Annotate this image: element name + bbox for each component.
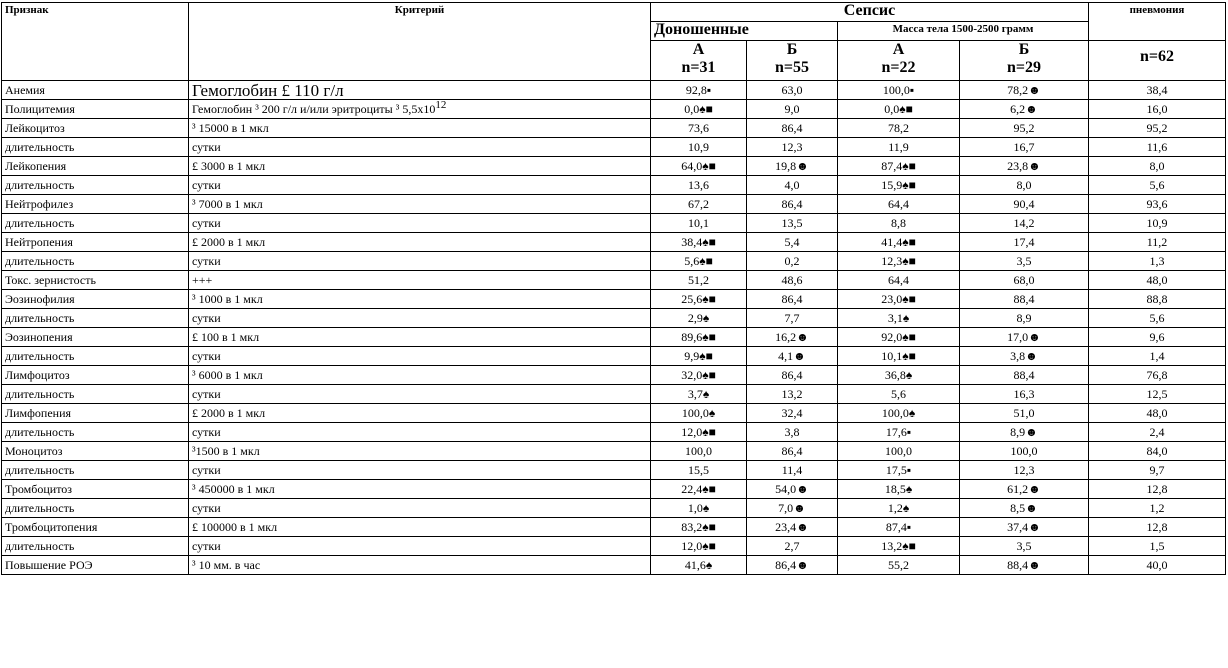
row-name: Нейтрофилез: [2, 195, 189, 214]
row-criterion: [189, 309, 651, 328]
value-cell: 92,8▪: [651, 81, 747, 100]
table-row: [2, 233, 1226, 252]
value-cell: 6,2☻: [960, 100, 1089, 119]
value-cell: 88,4: [960, 366, 1089, 385]
row-criterion: [189, 537, 651, 556]
value-cell: 32,4: [747, 404, 838, 423]
value-cell: 87,4♠■: [838, 157, 960, 176]
value-cell: 90,4: [960, 195, 1089, 214]
value-cell: 2,4: [1089, 423, 1226, 442]
criterion-text: £ 3000 в 1 мкл: [192, 158, 266, 173]
value-cell: 93,6: [1089, 195, 1226, 214]
header-priznak: Признак: [2, 3, 189, 81]
row-criterion: [189, 556, 651, 575]
value-cell: 19,8☻: [747, 157, 838, 176]
group-letter: А: [692, 41, 705, 58]
value-cell: 89,6♠■: [651, 328, 747, 347]
value-cell: 48,0: [1089, 404, 1226, 423]
value-cell: 8,8: [838, 214, 960, 233]
criterion-text: сутки: [192, 348, 221, 363]
value-cell: 100,0: [651, 442, 747, 461]
value-cell: 13,6: [651, 176, 747, 195]
value-cell: 10,9: [1089, 214, 1226, 233]
row-name: длительность: [2, 499, 189, 518]
value-cell: 86,4: [747, 366, 838, 385]
value-cell: 17,4: [960, 233, 1089, 252]
table-row: [2, 347, 1226, 366]
criterion-text: £ 100000 в 1 мкл: [192, 519, 278, 534]
value-cell: 88,4: [960, 290, 1089, 309]
row-name: длительность: [2, 309, 189, 328]
table-row: [2, 366, 1226, 385]
row-criterion: [189, 518, 651, 537]
value-cell: 25,6♠■: [651, 290, 747, 309]
value-cell: 100,0: [838, 442, 960, 461]
criterion-text: ³ 7000 в 1 мкл: [192, 196, 263, 211]
table-row: [2, 157, 1226, 176]
row-name: Полицитемия: [2, 100, 189, 119]
row-criterion: [189, 157, 651, 176]
row-criterion: [189, 442, 651, 461]
value-cell: 23,4☻: [747, 518, 838, 537]
criterion-text: £ 2000 в 1 мкл: [192, 234, 266, 249]
data-table: [1, 2, 1226, 575]
value-cell: 11,4: [747, 461, 838, 480]
value-cell: 12,3: [960, 461, 1089, 480]
table-row: [2, 328, 1226, 347]
value-cell: 78,2☻: [960, 81, 1089, 100]
value-cell: 12,8: [1089, 518, 1226, 537]
value-cell: 95,2: [960, 119, 1089, 138]
value-cell: 3,8☻: [960, 347, 1089, 366]
value-cell: 38,4: [1089, 81, 1226, 100]
criterion-superscript: 12: [435, 99, 447, 111]
value-cell: 78,2: [838, 119, 960, 138]
criterion-text: сутки: [192, 177, 221, 192]
value-cell: 73,6: [651, 119, 747, 138]
value-cell: 17,5▪: [838, 461, 960, 480]
criterion-text: +++: [192, 272, 213, 287]
header-group: [651, 41, 747, 81]
table-body: [2, 81, 1226, 575]
value-cell: 13,2: [747, 385, 838, 404]
criterion-text: ³1500 в 1 мкл: [192, 443, 260, 458]
value-cell: 10,9: [651, 138, 747, 157]
table-row: [2, 119, 1226, 138]
value-cell: 12,3♠■: [838, 252, 960, 271]
value-cell: 67,2: [651, 195, 747, 214]
value-cell: 11,2: [1089, 233, 1226, 252]
value-cell: 16,3: [960, 385, 1089, 404]
value-cell: 3,1♠: [838, 309, 960, 328]
value-cell: 4,0: [747, 176, 838, 195]
value-cell: 7,0☻: [747, 499, 838, 518]
value-cell: 1,3: [1089, 252, 1226, 271]
value-cell: 1,5: [1089, 537, 1226, 556]
value-cell: 8,9: [960, 309, 1089, 328]
value-cell: 9,7: [1089, 461, 1226, 480]
value-cell: 5,6♠■: [651, 252, 747, 271]
group-n: n=29: [1006, 59, 1041, 76]
value-cell: 12,0♠■: [651, 537, 747, 556]
row-criterion: [189, 195, 651, 214]
value-cell: 86,4: [747, 195, 838, 214]
value-cell: 100,0▪: [838, 81, 960, 100]
header-group: [960, 41, 1089, 81]
row-name: Тромбоцитоз: [2, 480, 189, 499]
value-cell: 12,8: [1089, 480, 1226, 499]
table-row: [2, 309, 1226, 328]
value-cell: 10,1♠■: [838, 347, 960, 366]
row-criterion: [189, 100, 651, 119]
table-row: [2, 252, 1226, 271]
value-cell: 86,4: [747, 290, 838, 309]
row-name: длительность: [2, 214, 189, 233]
value-cell: 51,2: [651, 271, 747, 290]
value-cell: 48,0: [1089, 271, 1226, 290]
table-row: [2, 385, 1226, 404]
value-cell: 63,0: [747, 81, 838, 100]
value-cell: 9,0: [747, 100, 838, 119]
value-cell: 17,0☻: [960, 328, 1089, 347]
row-name: Моноцитоз: [2, 442, 189, 461]
value-cell: 86,4☻: [747, 556, 838, 575]
value-cell: 12,0♠■: [651, 423, 747, 442]
value-cell: 51,0: [960, 404, 1089, 423]
row-name: Нейтропения: [2, 233, 189, 252]
row-criterion: [189, 347, 651, 366]
value-cell: 84,0: [1089, 442, 1226, 461]
value-cell: 14,2: [960, 214, 1089, 233]
value-cell: 5,4: [747, 233, 838, 252]
header-pneumonia: пневмония: [1089, 3, 1226, 41]
table-row: [2, 176, 1226, 195]
value-cell: 22,4♠■: [651, 480, 747, 499]
criterion-text: ³ 450000 в 1 мкл: [192, 481, 275, 496]
table-row: [2, 518, 1226, 537]
value-cell: 15,9♠■: [838, 176, 960, 195]
table-row: [2, 138, 1226, 157]
row-name: Тромбоцитопения: [2, 518, 189, 537]
value-cell: 100,0: [960, 442, 1089, 461]
header-n62: n=62: [1089, 41, 1226, 81]
row-name: Лимфоцитоз: [2, 366, 189, 385]
criterion-text: сутки: [192, 424, 221, 439]
row-criterion: [189, 461, 651, 480]
row-name: длительность: [2, 176, 189, 195]
group-n: n=22: [881, 59, 916, 76]
group-letter: А: [892, 41, 905, 58]
value-cell: 55,2: [838, 556, 960, 575]
value-cell: 41,4♠■: [838, 233, 960, 252]
value-cell: 9,6: [1089, 328, 1226, 347]
criterion-text: ³ 1000 в 1 мкл: [192, 291, 263, 306]
criterion-text: сутки: [192, 139, 221, 154]
row-criterion: [189, 480, 651, 499]
value-cell: 16,7: [960, 138, 1089, 157]
table-row: [2, 404, 1226, 423]
value-cell: 11,6: [1089, 138, 1226, 157]
row-criterion: [189, 366, 651, 385]
value-cell: 68,0: [960, 271, 1089, 290]
table-row: [2, 290, 1226, 309]
row-name: Лимфопения: [2, 404, 189, 423]
row-criterion: [189, 176, 651, 195]
row-name: длительность: [2, 252, 189, 271]
value-cell: 1,2: [1089, 499, 1226, 518]
row-name: Токс. зернистость: [2, 271, 189, 290]
criterion-text: сутки: [192, 215, 221, 230]
row-name: Лейкоцитоз: [2, 119, 189, 138]
table-row: [2, 81, 1226, 100]
row-name: Повышение РОЭ: [2, 556, 189, 575]
row-name: длительность: [2, 537, 189, 556]
value-cell: 86,4: [747, 442, 838, 461]
header-sepsis: Сепсис: [651, 3, 1089, 22]
value-cell: 18,5♠: [838, 480, 960, 499]
criterion-text: £ 2000 в 1 мкл: [192, 405, 266, 420]
value-cell: 7,7: [747, 309, 838, 328]
table-row: [2, 480, 1226, 499]
value-cell: 92,0♠■: [838, 328, 960, 347]
value-cell: 15,5: [651, 461, 747, 480]
value-cell: 8,0: [1089, 157, 1226, 176]
value-cell: 3,5: [960, 252, 1089, 271]
value-cell: 100,0♠: [651, 404, 747, 423]
row-criterion: [189, 423, 651, 442]
value-cell: 95,2: [1089, 119, 1226, 138]
value-cell: 38,4♠■: [651, 233, 747, 252]
header-kriteriy: Критерий: [189, 3, 651, 81]
row-name: Лейкопения: [2, 157, 189, 176]
group-n: n=31: [681, 59, 716, 76]
row-name: длительность: [2, 385, 189, 404]
value-cell: 10,1: [651, 214, 747, 233]
value-cell: 40,0: [1089, 556, 1226, 575]
value-cell: 1,0♠: [651, 499, 747, 518]
value-cell: 88,8: [1089, 290, 1226, 309]
row-name: длительность: [2, 423, 189, 442]
criterion-text: сутки: [192, 310, 221, 325]
row-criterion: [189, 138, 651, 157]
value-cell: 48,6: [747, 271, 838, 290]
table-row: [2, 100, 1226, 119]
value-cell: 41,6♠: [651, 556, 747, 575]
value-cell: 2,7: [747, 537, 838, 556]
value-cell: 5,6: [838, 385, 960, 404]
value-cell: 54,0☻: [747, 480, 838, 499]
value-cell: 83,2♠■: [651, 518, 747, 537]
table-row: [2, 195, 1226, 214]
row-criterion: [189, 271, 651, 290]
group-letter: Б: [1018, 41, 1030, 58]
value-cell: 5,6: [1089, 176, 1226, 195]
header-group: [747, 41, 838, 81]
value-cell: 8,5☻: [960, 499, 1089, 518]
value-cell: 9,9♠■: [651, 347, 747, 366]
row-name: длительность: [2, 138, 189, 157]
value-cell: 12,3: [747, 138, 838, 157]
criterion-text: Гемоглобин ³ 200 г/л и/или эритроциты ³ 5,5х10: [192, 101, 436, 116]
value-cell: 37,4☻: [960, 518, 1089, 537]
row-criterion: [189, 404, 651, 423]
value-cell: 3,5: [960, 537, 1089, 556]
value-cell: 88,4☻: [960, 556, 1089, 575]
value-cell: 16,0: [1089, 100, 1226, 119]
row-criterion: [189, 119, 651, 138]
table-row: [2, 214, 1226, 233]
row-name: Анемия: [2, 81, 189, 100]
row-criterion: [189, 499, 651, 518]
criterion-text: сутки: [192, 500, 221, 515]
criterion-text: ³ 6000 в 1 мкл: [192, 367, 263, 382]
value-cell: 3,8: [747, 423, 838, 442]
value-cell: 87,4▪: [838, 518, 960, 537]
value-cell: 100,0♠: [838, 404, 960, 423]
value-cell: 64,4: [838, 271, 960, 290]
criterion-text: Гемоглобин £ 110 г/л: [192, 80, 344, 100]
table-row: [2, 271, 1226, 290]
criterion-text: сутки: [192, 386, 221, 401]
criterion-text: сутки: [192, 462, 221, 477]
group-n: n=55: [774, 59, 809, 76]
value-cell: 17,6▪: [838, 423, 960, 442]
value-cell: 13,2♠■: [838, 537, 960, 556]
table-row: [2, 423, 1226, 442]
value-cell: 5,6: [1089, 309, 1226, 328]
value-cell: 13,5: [747, 214, 838, 233]
row-name: длительность: [2, 347, 189, 366]
value-cell: 32,0♠■: [651, 366, 747, 385]
value-cell: 36,8♠: [838, 366, 960, 385]
value-cell: 61,2☻: [960, 480, 1089, 499]
value-cell: 64,4: [838, 195, 960, 214]
value-cell: 1,4: [1089, 347, 1226, 366]
criterion-text: сутки: [192, 253, 221, 268]
table-row: [2, 442, 1226, 461]
value-cell: 8,0: [960, 176, 1089, 195]
value-cell: 8,9☻: [960, 423, 1089, 442]
row-criterion: [189, 328, 651, 347]
value-cell: 23,0♠■: [838, 290, 960, 309]
value-cell: 64,0♠■: [651, 157, 747, 176]
value-cell: 0,0♠■: [651, 100, 747, 119]
criterion-text: сутки: [192, 538, 221, 553]
row-name: длительность: [2, 461, 189, 480]
header-donoshennye: Доношенные: [651, 22, 838, 41]
value-cell: 2,9♠: [651, 309, 747, 328]
value-cell: 23,8☻: [960, 157, 1089, 176]
criterion-text: ³ 15000 в 1 мкл: [192, 120, 269, 135]
table-row: [2, 556, 1226, 575]
value-cell: 4,1☻: [747, 347, 838, 366]
value-cell: 0,2: [747, 252, 838, 271]
value-cell: 3,7♠: [651, 385, 747, 404]
table-row: [2, 461, 1226, 480]
row-criterion: [189, 385, 651, 404]
header-massa: Масса тела 1500-2500 грамм: [838, 22, 1089, 41]
table-row: [2, 537, 1226, 556]
row-criterion: [189, 290, 651, 309]
criterion-text: ³ 10 мм. в час: [192, 557, 261, 572]
row-name: Эозинофилия: [2, 290, 189, 309]
value-cell: 1,2♠: [838, 499, 960, 518]
criterion-text: £ 100 в 1 мкл: [192, 329, 260, 344]
row-criterion: [189, 214, 651, 233]
header-group: [838, 41, 960, 81]
row-criterion: [189, 252, 651, 271]
row-criterion: [189, 81, 651, 100]
group-letter: Б: [786, 41, 798, 58]
value-cell: 16,2☻: [747, 328, 838, 347]
value-cell: 76,8: [1089, 366, 1226, 385]
value-cell: 11,9: [838, 138, 960, 157]
value-cell: 0,0♠■: [838, 100, 960, 119]
value-cell: 86,4: [747, 119, 838, 138]
row-criterion: [189, 233, 651, 252]
value-cell: 12,5: [1089, 385, 1226, 404]
row-name: Эозинопения: [2, 328, 189, 347]
table-row: [2, 499, 1226, 518]
